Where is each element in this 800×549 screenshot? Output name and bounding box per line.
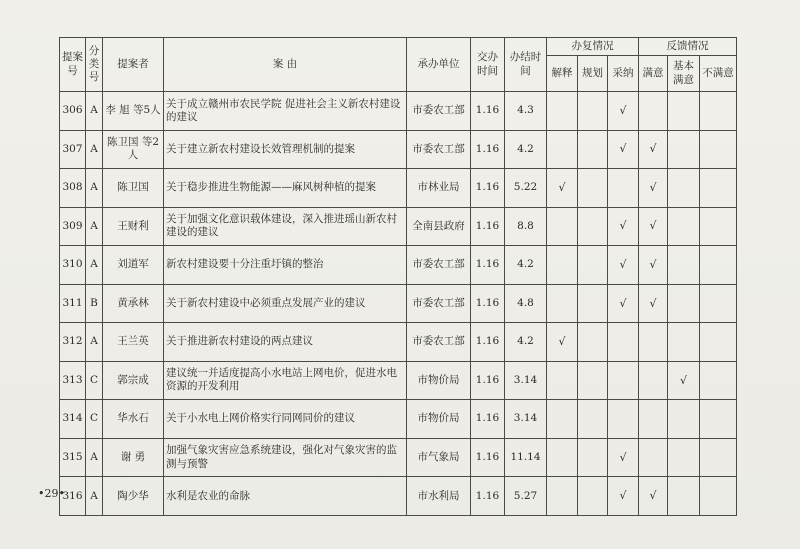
check-mark-icon: √ bbox=[558, 335, 566, 349]
proposal-table bbox=[59, 37, 737, 516]
reply-plan-cell bbox=[578, 130, 608, 169]
completed-date: 3.14 bbox=[505, 361, 547, 400]
check-mark-icon: √ bbox=[619, 258, 627, 272]
proposer: 谢 勇 bbox=[103, 438, 164, 477]
reply-plan-cell bbox=[578, 284, 608, 323]
feedback-unsatisfied-cell bbox=[700, 400, 737, 439]
completed-date: 4.2 bbox=[505, 323, 547, 362]
reply-adopt-cell bbox=[608, 246, 639, 285]
reply-explain-cell bbox=[547, 400, 578, 439]
handling-unit: 市物价局 bbox=[407, 400, 471, 439]
reply-adopt-cell bbox=[608, 207, 639, 246]
reply-explain-cell bbox=[547, 246, 578, 285]
reply-adopt-cell bbox=[608, 130, 639, 169]
proposal-id: 313 bbox=[60, 361, 86, 400]
reply-explain-cell bbox=[547, 130, 578, 169]
check-mark-icon: √ bbox=[649, 489, 657, 503]
feedback-satisfied-cell bbox=[639, 361, 668, 400]
proposal-id: 311 bbox=[60, 284, 86, 323]
reply-adopt-cell bbox=[608, 477, 639, 516]
header-reply-plan: 规划 bbox=[578, 56, 608, 92]
feedback-mostly-satisfied-cell bbox=[668, 169, 700, 208]
feedback-satisfied-cell bbox=[639, 477, 668, 516]
header-id: 提案号 bbox=[60, 38, 86, 92]
proposal-id: 310 bbox=[60, 246, 86, 285]
check-mark-icon: √ bbox=[649, 219, 657, 233]
check-mark-icon: √ bbox=[619, 142, 627, 156]
feedback-mostly-satisfied-cell bbox=[668, 361, 700, 400]
category: A bbox=[86, 246, 103, 285]
header-feedback-satisfied: 满意 bbox=[639, 56, 668, 92]
proposal-id: 314 bbox=[60, 400, 86, 439]
reply-explain-cell bbox=[547, 477, 578, 516]
table-row bbox=[60, 169, 737, 208]
category: C bbox=[86, 361, 103, 400]
feedback-unsatisfied-cell bbox=[700, 477, 737, 516]
feedback-mostly-satisfied-cell bbox=[668, 438, 700, 477]
assigned-date: 1.16 bbox=[471, 169, 505, 208]
reply-explain-cell bbox=[547, 207, 578, 246]
reply-adopt-cell bbox=[608, 284, 639, 323]
category: A bbox=[86, 207, 103, 246]
header-feedback-unsatisfied: 不满意 bbox=[700, 56, 737, 92]
proposal-id: 308 bbox=[60, 169, 86, 208]
assigned-date: 1.16 bbox=[471, 130, 505, 169]
completed-date: 4.2 bbox=[505, 130, 547, 169]
handling-unit: 市委农工部 bbox=[407, 130, 471, 169]
table-row bbox=[60, 361, 737, 400]
feedback-mostly-satisfied-cell bbox=[668, 400, 700, 439]
feedback-satisfied-cell bbox=[639, 323, 668, 362]
feedback-satisfied-cell bbox=[639, 284, 668, 323]
assigned-date: 1.16 bbox=[471, 323, 505, 362]
proposal-id: 315 bbox=[60, 438, 86, 477]
proposer: 华水石 bbox=[103, 400, 164, 439]
handling-unit: 市物价局 bbox=[407, 361, 471, 400]
handling-unit: 市委农工部 bbox=[407, 92, 471, 131]
reply-explain-cell bbox=[547, 284, 578, 323]
reply-plan-cell bbox=[578, 438, 608, 477]
category: A bbox=[86, 169, 103, 208]
feedback-satisfied-cell bbox=[639, 438, 668, 477]
reply-explain-cell bbox=[547, 169, 578, 208]
feedback-satisfied-cell bbox=[639, 400, 668, 439]
feedback-unsatisfied-cell bbox=[700, 207, 737, 246]
category: B bbox=[86, 284, 103, 323]
category: A bbox=[86, 477, 103, 516]
handling-unit: 市水利局 bbox=[407, 477, 471, 516]
proposer: 陈卫国 等2人 bbox=[103, 130, 164, 169]
topic: 关于建立新农村建设长效管理机制的提案 bbox=[164, 130, 407, 169]
page-number: •29• bbox=[38, 487, 65, 500]
proposer: 黄承林 bbox=[103, 284, 164, 323]
table-row bbox=[60, 438, 737, 477]
table-row bbox=[60, 130, 737, 169]
proposer: 刘道军 bbox=[103, 246, 164, 285]
feedback-satisfied-cell bbox=[639, 130, 668, 169]
check-mark-icon: √ bbox=[649, 258, 657, 272]
reply-plan-cell bbox=[578, 323, 608, 362]
assigned-date: 1.16 bbox=[471, 361, 505, 400]
reply-plan-cell bbox=[578, 477, 608, 516]
proposer: 郭宗成 bbox=[103, 361, 164, 400]
table-row bbox=[60, 246, 737, 285]
proposal-id: 312 bbox=[60, 323, 86, 362]
feedback-mostly-satisfied-cell bbox=[668, 323, 700, 362]
reply-adopt-cell bbox=[608, 438, 639, 477]
feedback-satisfied-cell bbox=[639, 92, 668, 131]
assigned-date: 1.16 bbox=[471, 477, 505, 516]
assigned-date: 1.16 bbox=[471, 400, 505, 439]
handling-unit: 市委农工部 bbox=[407, 284, 471, 323]
completed-date: 11.14 bbox=[505, 438, 547, 477]
topic: 水利是农业的命脉 bbox=[164, 477, 407, 516]
check-mark-icon: √ bbox=[649, 296, 657, 310]
feedback-mostly-satisfied-cell bbox=[668, 130, 700, 169]
reply-adopt-cell bbox=[608, 92, 639, 131]
proposal-id: 316 bbox=[60, 477, 86, 516]
reply-plan-cell bbox=[578, 92, 608, 131]
topic: 关于稳步推进生物能源——麻风树种植的提案 bbox=[164, 169, 407, 208]
reply-explain-cell bbox=[547, 361, 578, 400]
header-proposer: 提案者 bbox=[103, 38, 164, 92]
proposal-id: 306 bbox=[60, 92, 86, 131]
table-row bbox=[60, 92, 737, 131]
check-mark-icon: √ bbox=[558, 180, 566, 194]
completed-date: 4.2 bbox=[505, 246, 547, 285]
check-mark-icon: √ bbox=[619, 450, 627, 464]
completed-date: 8.8 bbox=[505, 207, 547, 246]
table-row bbox=[60, 284, 737, 323]
proposer: 陶少华 bbox=[103, 477, 164, 516]
assigned-date: 1.16 bbox=[471, 284, 505, 323]
reply-plan-cell bbox=[578, 169, 608, 208]
feedback-mostly-satisfied-cell bbox=[668, 92, 700, 131]
reply-explain-cell bbox=[547, 438, 578, 477]
proposal-id: 309 bbox=[60, 207, 86, 246]
topic: 新农村建设要十分注重圩镇的整治 bbox=[164, 246, 407, 285]
topic: 关于成立赣州市农民学院 促进社会主义新农村建设的建议 bbox=[164, 92, 407, 131]
assigned-date: 1.16 bbox=[471, 438, 505, 477]
feedback-unsatisfied-cell bbox=[700, 361, 737, 400]
feedback-unsatisfied-cell bbox=[700, 323, 737, 362]
header-unit: 承办单位 bbox=[407, 38, 471, 92]
proposal-id: 307 bbox=[60, 130, 86, 169]
completed-date: 4.8 bbox=[505, 284, 547, 323]
feedback-satisfied-cell bbox=[639, 246, 668, 285]
table-row bbox=[60, 400, 737, 439]
check-mark-icon: √ bbox=[680, 373, 688, 387]
feedback-satisfied-cell bbox=[639, 169, 668, 208]
header-assigned: 交办时间 bbox=[471, 38, 505, 92]
topic: 关于加强文化意识载体建设，深入推进瑶山新农村建设的建议 bbox=[164, 207, 407, 246]
check-mark-icon: √ bbox=[619, 219, 627, 233]
feedback-mostly-satisfied-cell bbox=[668, 477, 700, 516]
feedback-unsatisfied-cell bbox=[700, 246, 737, 285]
header-category: 分类号 bbox=[86, 38, 103, 92]
completed-date: 4.3 bbox=[505, 92, 547, 131]
feedback-satisfied-cell bbox=[639, 207, 668, 246]
proposer: 王财利 bbox=[103, 207, 164, 246]
feedback-unsatisfied-cell bbox=[700, 130, 737, 169]
topic: 关于新农村建设中必须重点发展产业的建议 bbox=[164, 284, 407, 323]
feedback-mostly-satisfied-cell bbox=[668, 207, 700, 246]
assigned-date: 1.16 bbox=[471, 92, 505, 131]
reply-explain-cell bbox=[547, 323, 578, 362]
header-feedback-group: 反馈情况 bbox=[639, 38, 737, 56]
header-reply-group: 办复情况 bbox=[547, 38, 639, 56]
reply-adopt-cell bbox=[608, 169, 639, 208]
feedback-unsatisfied-cell bbox=[700, 438, 737, 477]
table-row bbox=[60, 323, 737, 362]
category: C bbox=[86, 400, 103, 439]
completed-date: 5.27 bbox=[505, 477, 547, 516]
topic: 关于推进新农村建设的两点建议 bbox=[164, 323, 407, 362]
check-mark-icon: √ bbox=[619, 103, 627, 117]
reply-explain-cell bbox=[547, 92, 578, 131]
topic: 关于小水电上网价格实行同网同价的建议 bbox=[164, 400, 407, 439]
reply-adopt-cell bbox=[608, 323, 639, 362]
check-mark-icon: √ bbox=[649, 142, 657, 156]
check-mark-icon: √ bbox=[619, 296, 627, 310]
category: A bbox=[86, 438, 103, 477]
category: A bbox=[86, 130, 103, 169]
reply-plan-cell bbox=[578, 400, 608, 439]
check-mark-icon: √ bbox=[619, 489, 627, 503]
header-topic: 案 由 bbox=[164, 38, 407, 92]
category: A bbox=[86, 323, 103, 362]
reply-plan-cell bbox=[578, 246, 608, 285]
table-row bbox=[60, 207, 737, 246]
handling-unit: 市委农工部 bbox=[407, 323, 471, 362]
completed-date: 3.14 bbox=[505, 400, 547, 439]
reply-plan-cell bbox=[578, 207, 608, 246]
handling-unit: 市委农工部 bbox=[407, 246, 471, 285]
header-completed: 办结时间 bbox=[505, 38, 547, 92]
handling-unit: 全南县政府 bbox=[407, 207, 471, 246]
assigned-date: 1.16 bbox=[471, 207, 505, 246]
completed-date: 5.22 bbox=[505, 169, 547, 208]
header-reply-explain: 解释 bbox=[547, 56, 578, 92]
reply-adopt-cell bbox=[608, 361, 639, 400]
feedback-mostly-satisfied-cell bbox=[668, 284, 700, 323]
category: A bbox=[86, 92, 103, 131]
proposer: 李 旭 等5人 bbox=[103, 92, 164, 131]
reply-plan-cell bbox=[578, 361, 608, 400]
table-row bbox=[60, 477, 737, 516]
handling-unit: 市林业局 bbox=[407, 169, 471, 208]
check-mark-icon: √ bbox=[649, 180, 657, 194]
feedback-unsatisfied-cell bbox=[700, 169, 737, 208]
reply-adopt-cell bbox=[608, 400, 639, 439]
header-feedback-mostly-satisfied: 基本满意 bbox=[668, 56, 700, 92]
header-reply-adopt: 采纳 bbox=[608, 56, 639, 92]
assigned-date: 1.16 bbox=[471, 246, 505, 285]
proposer: 王兰英 bbox=[103, 323, 164, 362]
feedback-unsatisfied-cell bbox=[700, 92, 737, 131]
feedback-unsatisfied-cell bbox=[700, 284, 737, 323]
feedback-mostly-satisfied-cell bbox=[668, 246, 700, 285]
topic: 建议统一并适度提高小水电站上网电价，促进水电资源的开发利用 bbox=[164, 361, 407, 400]
handling-unit: 市气象局 bbox=[407, 438, 471, 477]
proposer: 陈卫国 bbox=[103, 169, 164, 208]
topic: 加强气象灾害应急系统建设，强化对气象灾害的监测与预警 bbox=[164, 438, 407, 477]
